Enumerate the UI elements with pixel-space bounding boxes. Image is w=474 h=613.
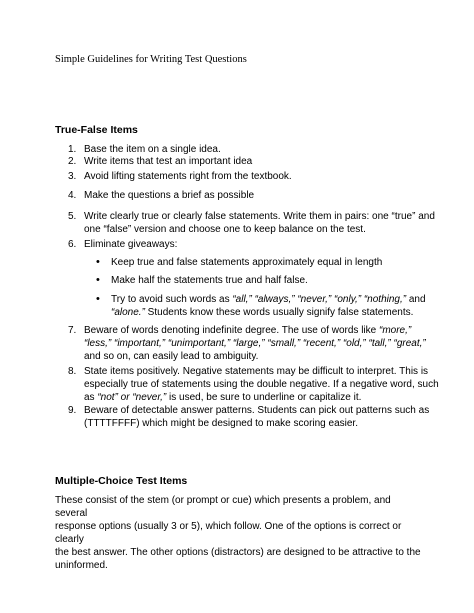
item-text: Make the questions a brief as possible: [84, 190, 255, 201]
item-text: Base the item on a single idea.: [84, 144, 221, 155]
item-text: Avoid lifting statements right from the textbook.: [84, 171, 292, 182]
bullet-dot: •: [96, 293, 100, 305]
multiple-choice-paragraph: These consist of the stem (or prompt or cue) which presents a problem, and several response options (usually 3 or 5), which follow. One of the options is correct or clearly the best answer. The other options (distractors) are designed to be attractive to the uninformed.: [55, 495, 421, 571]
bullet-dot: •: [96, 256, 100, 268]
item-number: 2.: [68, 156, 77, 167]
item-text: Beware of detectable answer patterns. Students can pick out patterns such as (TTTTFFFF) which might be designed to make scoring easier.: [84, 405, 430, 429]
item-number: 9.: [68, 405, 77, 416]
item-number: 1.: [68, 144, 77, 155]
document-title: Simple Guidelines for Writing Test Questions: [55, 54, 247, 65]
bullet-dot: •: [96, 274, 100, 286]
bullet-text: Try to avoid such words as “all,” “always,” “never,” “only,” “nothing,” and “alone.” Students know these words usually signify false statements.: [111, 294, 426, 318]
item-text: State items positively. Negative statements may be difficult to interpret. This is especially true of statements using the double negative. If a negative word, such as “not” or “never,” is used, be sure to underline or capitalize it.: [84, 366, 439, 403]
item-text: Beware of words denoting indefinite degree. The use of words like “more,” “less,” “important,” “unimportant,” “large,” “small,” “recent,” “old,” “tall,” “great,” and so on, can easily lead to ambiguity.: [84, 325, 426, 362]
item-text: Write items that test an important idea: [84, 156, 253, 167]
item-text: Write clearly true or clearly false statements. Write them in pairs: one “true” and one “false” version and choose one to keep balance on the test.: [84, 211, 435, 235]
bullet-text: Make half the statements true and half false.: [111, 275, 308, 286]
item-number: 4.: [68, 190, 77, 201]
item-number: 3.: [68, 171, 77, 182]
bullet-text: Keep true and false statements approximately equal in length: [111, 257, 383, 268]
multiple-choice-heading: Multiple-Choice Test Items: [55, 475, 188, 487]
item-number: 7.: [68, 325, 77, 336]
true-false-heading: True-False Items: [55, 124, 138, 136]
item-number: 6.: [68, 239, 77, 250]
item-text: Eliminate giveaways:: [84, 239, 178, 250]
item-number: 8.: [68, 366, 77, 377]
item-number: 5.: [68, 211, 77, 222]
